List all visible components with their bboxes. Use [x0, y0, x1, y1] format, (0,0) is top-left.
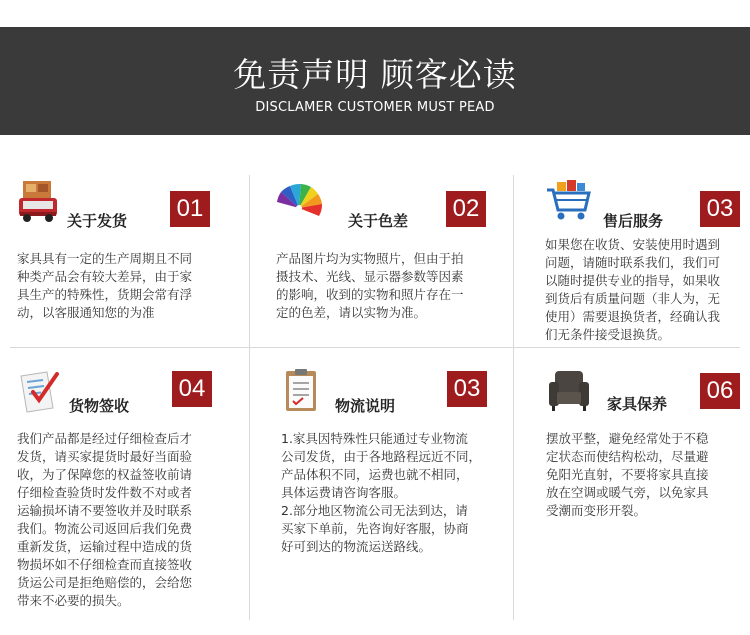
- card-number-badge: 04: [172, 371, 212, 407]
- page-title: 免责声明 顾客必读: [233, 55, 517, 94]
- clipboard-icon: [281, 368, 327, 414]
- card-text: 如果您在收货、安装使用时遇到 问题，请随时联系我们，我们可 以随时提供专业的指导，如果收 到货后有质量问题（非人为，无 使用）需要退换货者，经确认我 们无条件接受退换货。: [545, 237, 721, 342]
- card-title: 售后服务: [603, 212, 664, 230]
- card-number-badge: 02: [446, 191, 486, 227]
- card-title: 家具保养: [607, 395, 668, 413]
- card-number-badge: 01: [170, 191, 210, 227]
- card-text: 1.家具因特殊性只能通过专业物流 公司发货，由于各地路程远近不同， 产品体积不同，运费也就不相同， 具体运费请咨询客服。 2.部分地区物流公司无法到达，请 买家下单前，先咨询好客服，协商 好可到达的物流运送路线。: [281, 431, 482, 554]
- checklist-icon: [17, 368, 63, 414]
- card-title: 货物签收: [69, 397, 130, 415]
- card-after-sales: [545, 178, 750, 348]
- card-title: 关于发货: [67, 212, 128, 230]
- card-number-badge: 03: [447, 371, 487, 407]
- card-maintenance: [546, 368, 750, 538]
- color-fan-icon: [276, 178, 322, 224]
- armchair-icon: [546, 368, 592, 414]
- card-color: [276, 178, 516, 348]
- card-text: 摆放平整，避免经常处于不稳 定状态而使结构松动，尽量避 免阳光直射，不要将家具直接 放在空调或暖气旁，以免家具 受潮而变形开裂。: [546, 431, 709, 518]
- card-number-badge: 06: [700, 373, 740, 409]
- card-title: 关于色差: [348, 212, 409, 230]
- header-banner: [0, 27, 750, 135]
- card-shipping: [17, 178, 257, 348]
- card-text: 我们产品都是经过仔细检查后才 发货，请买家提货时最好当面验 收，为了保障您的权益签收前请 仔细检查验货时发件数不对或者 运输损坏请不要签收并及时联系 我们。物流公司返回后我们免费 重新发货，运输过程中造成的货 物损坏如不仔细检查而直接签收 货运公司是拒绝赔偿的，会给您 带来不必要的损失。: [17, 431, 193, 608]
- card-title: 物流说明: [335, 397, 396, 415]
- card-receipt: [17, 368, 257, 608]
- truck-icon: [17, 178, 63, 224]
- shopping-cart-icon: [545, 178, 591, 224]
- card-text: 家具具有一定的生产周期且不同 种类产品会有较大差异，由于家 具生产的特殊性，货期会常有浮 动，以客服通知您的为准: [17, 251, 193, 320]
- card-number-badge: 03: [700, 191, 740, 227]
- card-logistics: [281, 368, 521, 554]
- page-subtitle: DISCLAMER CUSTOMER MUST PEAD: [255, 100, 495, 115]
- card-text: 产品图片均为实物照片，但由于拍 摄技术、光线、显示器参数等因素 的影响，收到的实物和照片存在一 定的色差，请以实物为准。: [276, 251, 464, 320]
